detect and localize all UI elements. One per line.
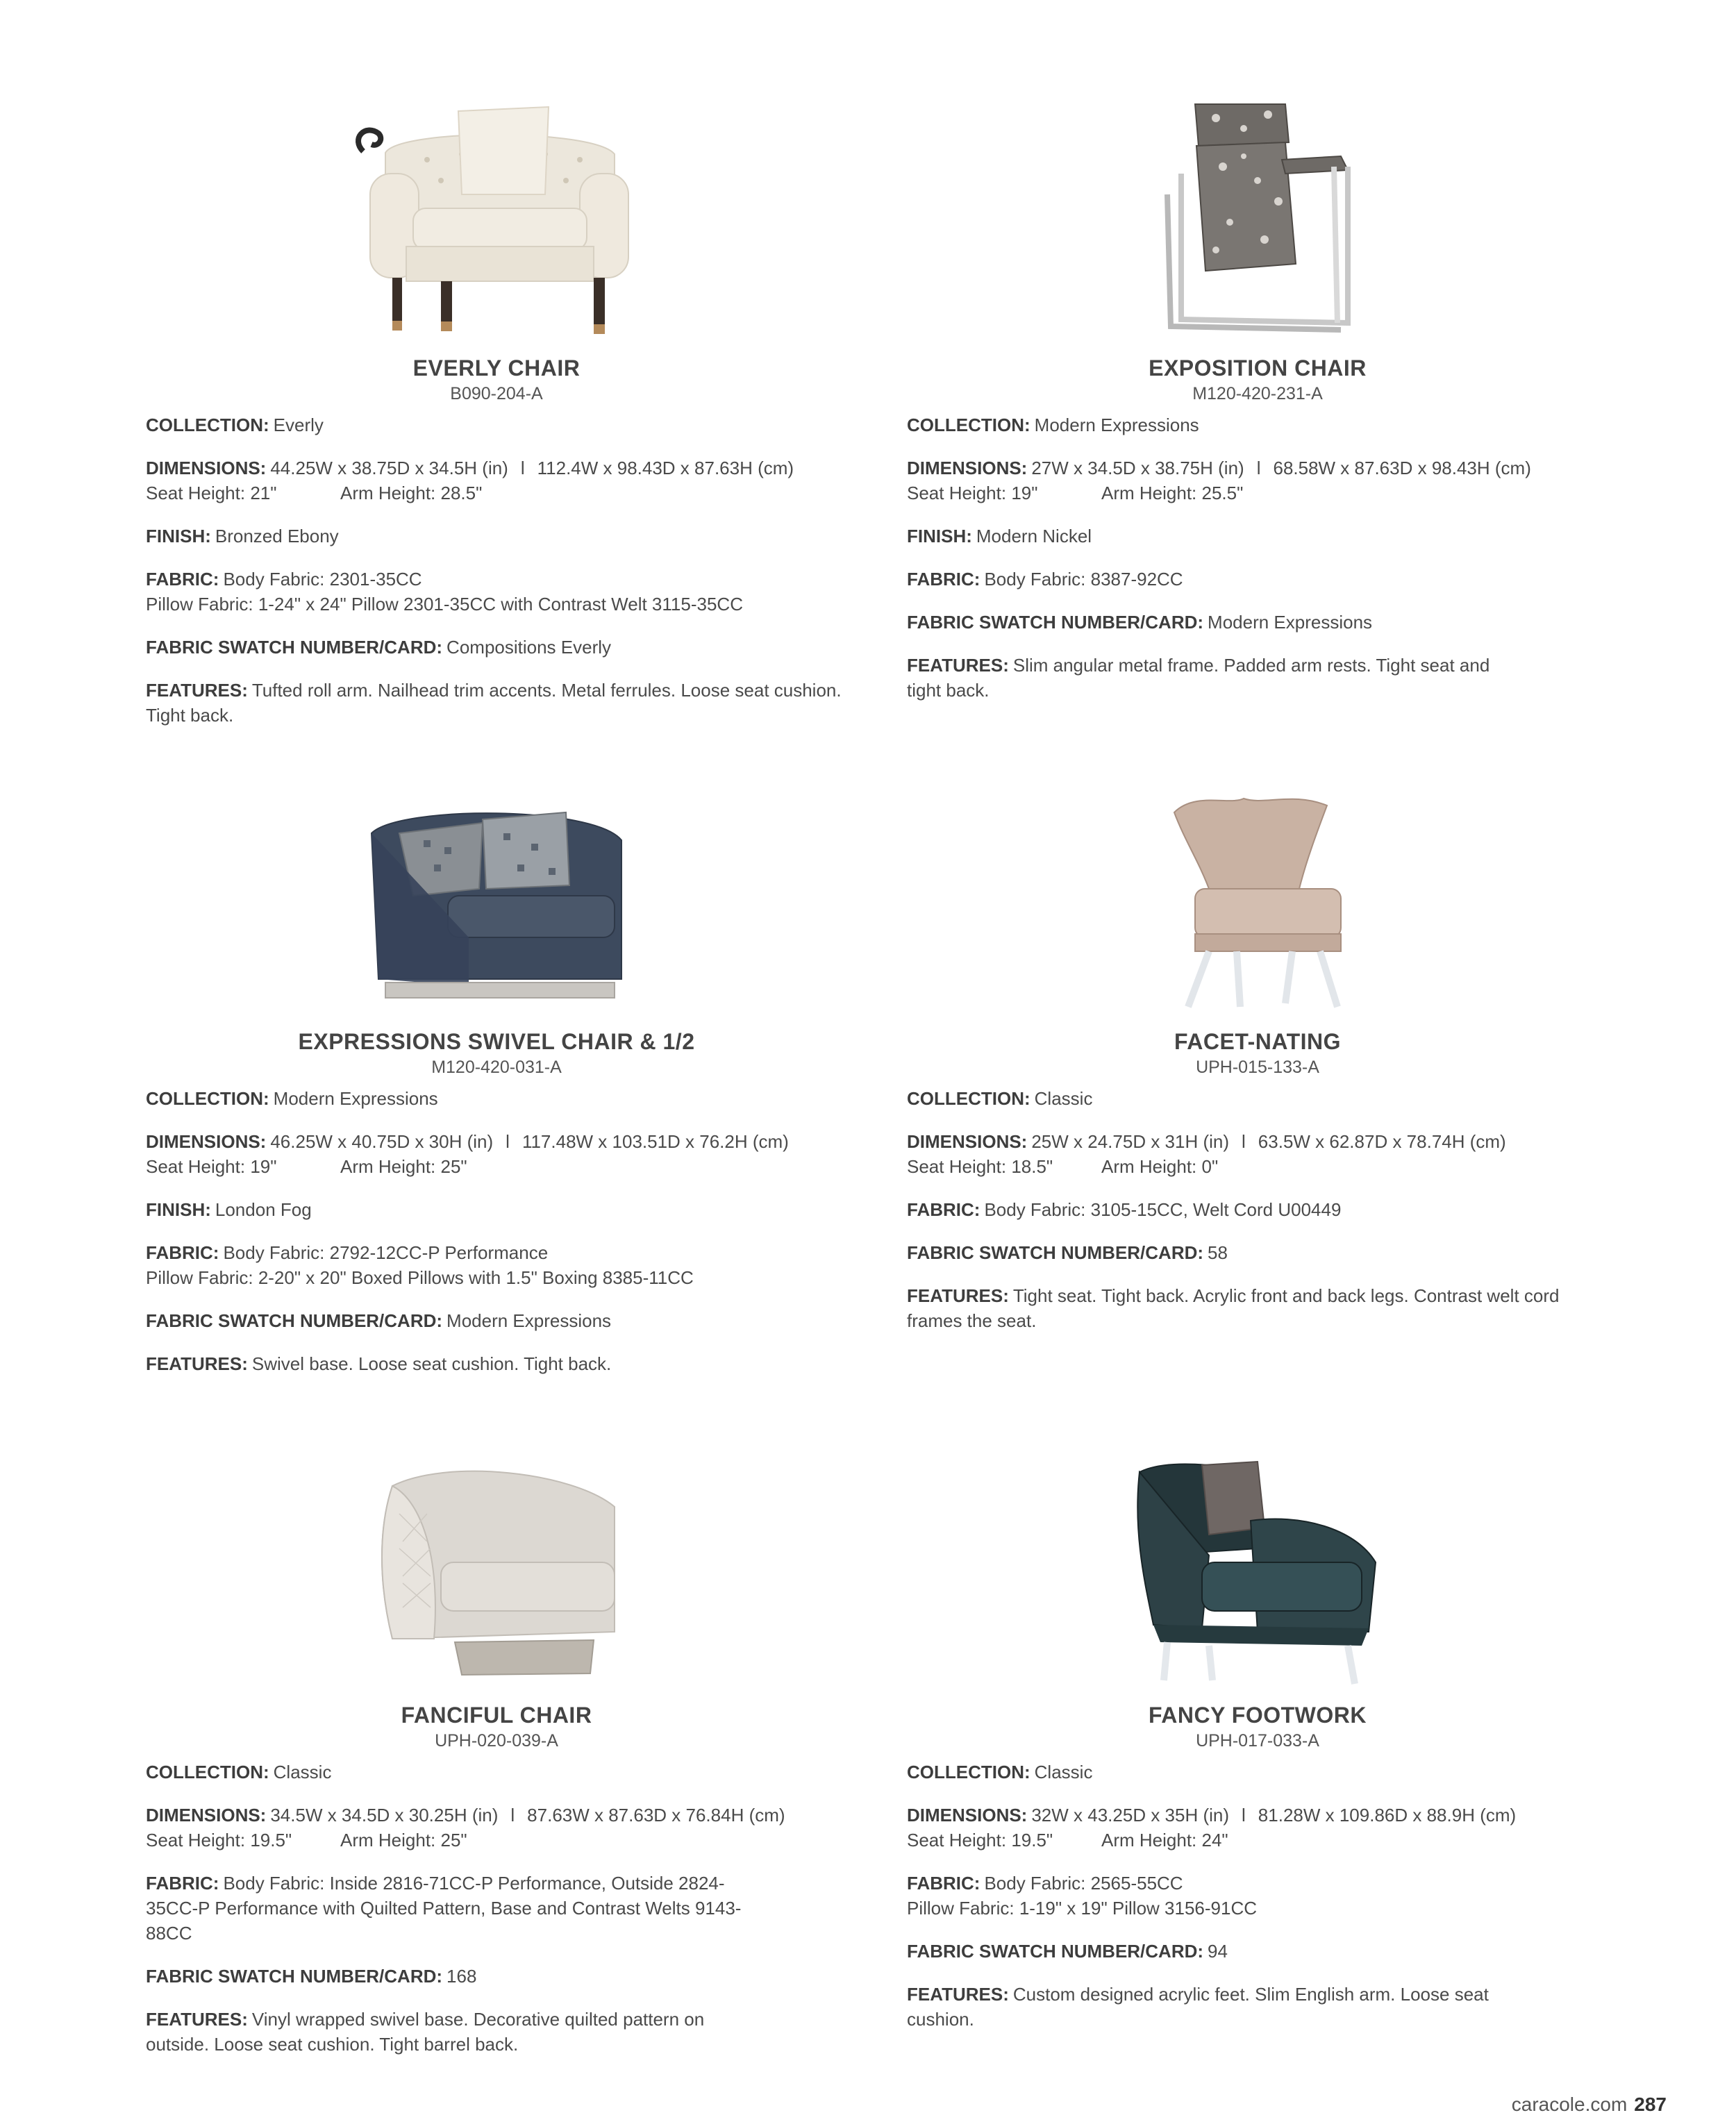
footer-site: caracole.com — [1511, 2094, 1628, 2115]
fabric-value: Body Fabric: Inside 2816-71CC-P Performance, Outside 2824-35CC-P Performance with Quilted Pattern, Base and Contrast Welts 9143-88CC — [146, 1873, 742, 1944]
swatch-label: FABRIC SWATCH NUMBER/CARD: — [146, 1966, 443, 1987]
arm-height: Arm Height: 25" — [340, 1156, 467, 1177]
dimensions-cm: 81.28W x 109.86D x 88.9H (cm) — [1258, 1805, 1517, 1826]
swivel-chair-icon — [358, 792, 635, 1014]
collection-value: Modern Expressions — [1034, 415, 1199, 435]
finish-value: Modern Nickel — [976, 526, 1092, 546]
product-sku: B090-204-A — [450, 384, 543, 403]
finish-field — [146, 524, 847, 549]
fabric-field — [146, 1240, 847, 1290]
swatch-value: 58 — [1208, 1242, 1228, 1263]
product-photo — [907, 76, 1608, 340]
tufted-roll-arm-chair-icon — [337, 90, 656, 340]
product-sku: UPH-017-033-A — [1196, 1731, 1319, 1751]
finish-label: FINISH: — [907, 526, 972, 546]
arm-height: Arm Height: 0" — [1101, 1156, 1219, 1177]
collection-label: COLLECTION: — [146, 415, 269, 435]
features-value: Swivel base. Loose seat cushion. Tight back. — [251, 1353, 612, 1374]
dimensions-label: DIMENSIONS: — [907, 1131, 1028, 1152]
fabric-field — [907, 1197, 1608, 1222]
arm-height: Arm Height: 24" — [1101, 1830, 1228, 1851]
dimensions-field — [907, 456, 1608, 506]
dimensions-field — [907, 1803, 1608, 1853]
swatch-label: FABRIC SWATCH NUMBER/CARD: — [146, 637, 443, 658]
arm-height: Arm Height: 25" — [340, 1830, 467, 1851]
dimensions-inches: 44.25W x 38.75D x 34.5H (in) — [270, 458, 508, 478]
collection-field — [907, 1760, 1608, 1785]
arm-height: Arm Height: 25.5" — [1101, 483, 1244, 503]
heights-line — [146, 1828, 847, 1853]
fabric-value: Body Fabric: 3105-15CC, Welt Cord U00449 — [984, 1199, 1342, 1220]
seat-height: Seat Height: 19.5" — [146, 1830, 292, 1851]
pillow-fabric-value: Pillow Fabric: 1-24" x 24" Pillow 2301-35CC with Contrast Welt 3115-35CC — [146, 594, 743, 615]
product-everly-chair — [146, 76, 847, 746]
swatch-field — [146, 1964, 847, 1989]
swatch-label: FABRIC SWATCH NUMBER/CARD: — [907, 1242, 1204, 1263]
heights-line — [907, 1828, 1608, 1853]
product-photo — [907, 1423, 1608, 1687]
dimensions-label: DIMENSIONS: — [146, 1131, 267, 1152]
dimensions-cm: 87.63W x 87.63D x 76.84H (cm) — [527, 1805, 785, 1826]
features-value: Tight seat. Tight back. Acrylic front and back legs. Contrast welt cord frames the seat. — [907, 1285, 1560, 1331]
collection-value: Classic — [273, 1762, 332, 1782]
product-photo — [907, 750, 1608, 1014]
features-value: Slim angular metal frame. Padded arm rests. Tight seat and tight back. — [907, 655, 1490, 701]
collection-field — [907, 1086, 1608, 1111]
dimensions-cm: 117.48W x 103.51D x 76.2H (cm) — [521, 1131, 789, 1152]
features-label: FEATURES: — [146, 2009, 248, 2030]
fabric-value: Body Fabric: 2792-12CC-P Performance — [223, 1242, 549, 1263]
product-photo — [146, 1423, 847, 1687]
swatch-field — [907, 1939, 1608, 1964]
swatch-label: FABRIC SWATCH NUMBER/CARD: — [146, 1310, 443, 1331]
features-value: Tufted roll arm. Nailhead trim accents. Metal ferrules. Loose seat cushion. Tight back. — [146, 680, 842, 726]
fabric-field — [146, 1871, 771, 1946]
features-field — [907, 653, 1518, 703]
dimension-separator: l — [506, 1131, 510, 1152]
product-sku: UPH-015-133-A — [1196, 1058, 1319, 1077]
finish-field — [146, 1197, 847, 1222]
fabric-label: FABRIC: — [907, 1199, 980, 1220]
fabric-value: Body Fabric: 8387-92CC — [984, 569, 1183, 590]
product-sku: M120-420-031-A — [431, 1058, 562, 1077]
wingback-side-chair-icon — [1153, 785, 1362, 1014]
swatch-field — [907, 610, 1608, 635]
collection-value: Everly — [273, 415, 324, 435]
features-label: FEATURES: — [146, 1353, 248, 1374]
features-field — [146, 2007, 757, 2057]
fabric-label: FABRIC: — [146, 1242, 219, 1263]
metal-frame-lounge-chair-icon — [1140, 90, 1376, 340]
finish-value: Bronzed Ebony — [215, 526, 339, 546]
seat-height: Seat Height: 21" — [146, 483, 277, 503]
dimensions-label: DIMENSIONS: — [907, 1805, 1028, 1826]
product-name: FACET-NATING — [1174, 1029, 1342, 1054]
product-sku: UPH-020-039-A — [435, 1731, 558, 1751]
collection-label: COLLECTION: — [146, 1088, 269, 1109]
dimensions-field — [907, 1129, 1608, 1179]
seat-height: Seat Height: 19" — [907, 483, 1038, 503]
features-field — [146, 1351, 847, 1376]
fabric-value: Body Fabric: 2301-35CC — [223, 569, 422, 590]
dimensions-cm: 63.5W x 62.87D x 78.74H (cm) — [1258, 1131, 1506, 1152]
swatch-value: Compositions Everly — [446, 637, 612, 658]
dimensions-inches: 34.5W x 34.5D x 30.25H (in) — [270, 1805, 499, 1826]
heights-line — [907, 1154, 1608, 1179]
product-name: FANCY FOOTWORK — [1149, 1703, 1367, 1728]
collection-value: Modern Expressions — [273, 1088, 438, 1109]
fabric-field — [907, 567, 1608, 592]
features-value: Custom designed acrylic feet. Slim English arm. Loose seat cushion. — [907, 1984, 1489, 2030]
fabric-label: FABRIC: — [907, 569, 980, 590]
swatch-value: Modern Expressions — [446, 1310, 612, 1331]
swatch-field — [146, 1308, 847, 1333]
finish-label: FINISH: — [146, 526, 211, 546]
heights-line — [146, 1154, 847, 1179]
heights-line — [146, 481, 847, 506]
collection-label: COLLECTION: — [146, 1762, 269, 1782]
collection-label: COLLECTION: — [907, 1762, 1030, 1782]
dimensions-label: DIMENSIONS: — [146, 458, 267, 478]
heights-line — [907, 481, 1608, 506]
arm-height: Arm Height: 28.5" — [340, 483, 483, 503]
dimensions-cm: 112.4W x 98.43D x 87.63H (cm) — [537, 458, 794, 478]
fabric-label: FABRIC: — [146, 1873, 219, 1894]
features-field — [146, 678, 847, 728]
swatch-field — [907, 1240, 1608, 1265]
dimensions-label: DIMENSIONS: — [907, 458, 1028, 478]
features-label: FEATURES: — [146, 680, 248, 701]
dimensions-inches: 46.25W x 40.75D x 30H (in) — [270, 1131, 494, 1152]
dimensions-cm: 68.58W x 87.63D x 98.43H (cm) — [1273, 458, 1531, 478]
dimensions-field — [146, 1129, 847, 1179]
collection-field — [907, 412, 1608, 437]
dimensions-field — [146, 456, 847, 506]
collection-value: Classic — [1034, 1762, 1093, 1782]
dimensions-inches: 32W x 43.25D x 35H (in) — [1031, 1805, 1230, 1826]
collection-field — [146, 1760, 847, 1785]
fabric-value: Body Fabric: 2565-55CC — [984, 1873, 1183, 1894]
dimensions-label: DIMENSIONS: — [146, 1805, 267, 1826]
collection-value: Classic — [1034, 1088, 1093, 1109]
page-footer — [1512, 2094, 1667, 2116]
product-fanciful-chair — [146, 1423, 847, 2075]
product-sku: M120-420-231-A — [1192, 384, 1323, 403]
seat-height: Seat Height: 19" — [146, 1156, 277, 1177]
features-label: FEATURES: — [907, 655, 1009, 676]
seat-height: Seat Height: 18.5" — [907, 1156, 1053, 1177]
product-exposition-chair — [907, 76, 1608, 721]
product-photo — [146, 76, 847, 340]
collection-label: COLLECTION: — [907, 415, 1030, 435]
finish-value: London Fog — [215, 1199, 312, 1220]
dimensions-field — [146, 1803, 847, 1853]
swatch-value: Modern Expressions — [1208, 612, 1373, 633]
product-name: EXPOSITION CHAIR — [1149, 356, 1367, 381]
barrel-swivel-chair-icon — [365, 1458, 628, 1687]
dimension-separator: l — [510, 1805, 515, 1826]
features-field — [907, 1982, 1518, 2032]
english-arm-chair-icon — [1126, 1451, 1389, 1687]
swatch-label: FABRIC SWATCH NUMBER/CARD: — [907, 1941, 1204, 1962]
dimensions-inches: 27W x 34.5D x 38.75H (in) — [1031, 458, 1244, 478]
swatch-value: 94 — [1208, 1941, 1228, 1962]
product-expressions-swivel-chair — [146, 750, 847, 1394]
product-facet-nating — [907, 750, 1608, 1351]
dimension-separator: l — [1256, 458, 1261, 478]
dimensions-inches: 25W x 24.75D x 31H (in) — [1031, 1131, 1230, 1152]
fabric-label: FABRIC: — [907, 1873, 980, 1894]
finish-field — [907, 524, 1608, 549]
fabric-field — [907, 1871, 1608, 1921]
features-value: Vinyl wrapped swivel base. Decorative quilted pattern on outside. Loose seat cushion. Tight barrel back. — [146, 2009, 705, 2055]
fabric-field — [146, 567, 847, 617]
dimension-separator: l — [1242, 1131, 1246, 1152]
features-label: FEATURES: — [907, 1984, 1009, 2005]
product-name: EVERLY CHAIR — [412, 356, 581, 381]
fabric-label: FABRIC: — [146, 569, 219, 590]
features-field — [907, 1283, 1608, 1333]
product-fancy-footwork — [907, 1423, 1608, 2050]
swatch-value: 168 — [446, 1966, 477, 1987]
product-name: EXPRESSIONS SWIVEL CHAIR & 1/2 — [298, 1029, 695, 1054]
collection-field — [146, 412, 847, 437]
finish-label: FINISH: — [146, 1199, 211, 1220]
product-photo — [146, 750, 847, 1014]
swatch-label: FABRIC SWATCH NUMBER/CARD: — [907, 612, 1204, 633]
collection-label: COLLECTION: — [907, 1088, 1030, 1109]
product-name: FANCIFUL CHAIR — [401, 1703, 592, 1728]
dimension-separator: l — [520, 458, 525, 478]
page-number: 287 — [1634, 2094, 1667, 2115]
features-label: FEATURES: — [907, 1285, 1009, 1306]
swatch-field — [146, 635, 847, 660]
dimension-separator: l — [1242, 1805, 1246, 1826]
seat-height: Seat Height: 19.5" — [907, 1830, 1053, 1851]
pillow-fabric-value: Pillow Fabric: 1-19" x 19" Pillow 3156-91CC — [907, 1898, 1258, 1919]
pillow-fabric-value: Pillow Fabric: 2-20" x 20" Boxed Pillows with 1.5" Boxing 8385-11CC — [146, 1267, 694, 1288]
collection-field — [146, 1086, 847, 1111]
